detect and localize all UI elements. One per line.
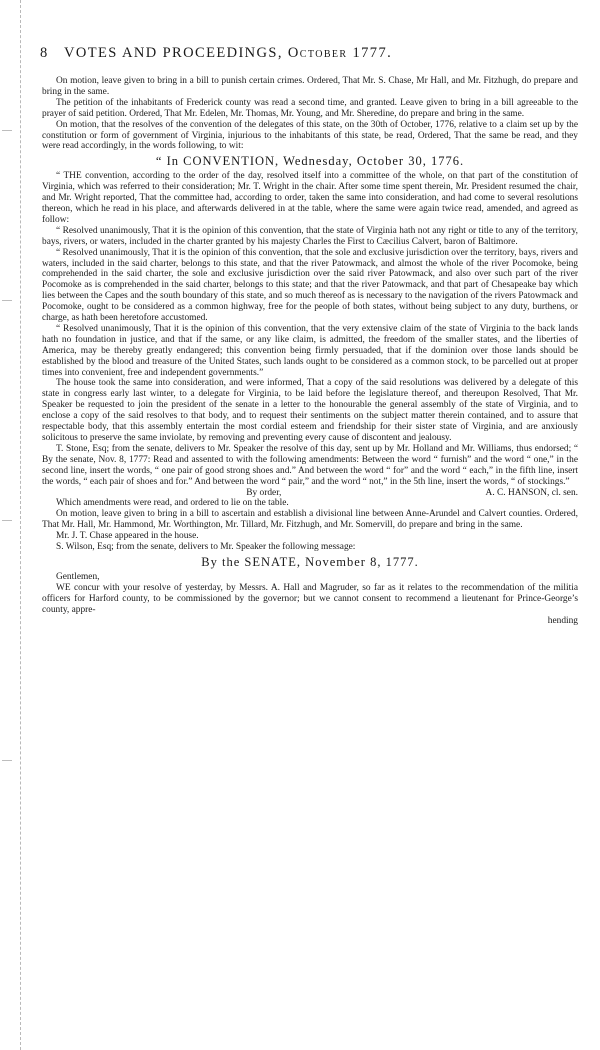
paragraph: Mr. J. T. Chase appeared in the house. — [56, 531, 199, 542]
message-paragraph: WE concur with your resolve of yesterday, by Messrs. A. Hall and Magruder, so far as it relates to the recommendation of the militia officers for Harford county, to be commissioned by the governor; but we cannot consent to recommend a lieutenant for Prince-George’s county, appre- — [42, 582, 578, 615]
paragraph: The petition of the inhabitants of Frederick county was read a second time, and granted. Leave given to bring in a bill agreeable to the prayer of said petition. Ordered, That Mr. Edelen, Mr. Thomas, Mr. Young, and Mr. Sheredine, do prepare and bring in the same. — [42, 97, 578, 119]
paragraph: S. Wilson, Esq; from the senate, delivers to Mr. Speaker the following message: — [56, 542, 356, 553]
resolution-paragraph: “ Resolved unanimously, That it is the opinion of this convention, that the sole and exclusive jurisdiction over the territory, bays, rivers and waters, included in the said charter, belongs to this state, and that the river Patowmack, and almost the whole of the river Pocomoke, being comprehended in the said charter, the sole and exclusive jurisdiction over the said river Patowmack, and also over such part of the river Pocomoke as is comprehended in the said charter, belongs to this state; and that the river Patowmack, and that part of Chesapeake bay which lies between the Capes and the south boundary of this state, and so much thereof as is necessary to the navigation of the rivers Patowmack and Pocomoke, ought to be considered as a common highway, free for the people of both states, without being subject to any duty, burthens, or charge, as hath been heretofore accustomed. — [42, 247, 578, 324]
paragraph: On motion, that the resolves of the convention of the delegates of this state, on the 30th of October, 1776, relative to a claim set up by the constitution or form of government of Virginia, injurious to the inhabitants of this state, be read, Ordered, That the same be read, and they were read accordingly, in the words following, to wit: — [42, 119, 578, 152]
signature-name: A. C. HANSON, cl. sen. — [485, 487, 578, 498]
page-header — [40, 45, 578, 68]
paragraph: T. Stone, Esq; from the senate, delivers to Mr. Speaker the resolve of this day, sent up by Mr. Holland and Mr. Williams, thus endorsed; “ By the senate, Nov. 8, 1777: Read and assented to with the following amendments: Between the word “ furnish” and the word “ one,” in the second line, insert the words, “ one pair of good strong shoes and.” And between the word “ for” and the word “ each,” in the fifth line, insert the words, “ each pair of shoes and for.” And between the word “ pair,” and the word “ not,” in the 5th line, insert the words, “ of stockings.” — [42, 443, 578, 487]
paragraph: The house took the same into consideration, and were informed, That a copy of the said resolutions was delivered by a delegate of this state in congress early last winter, to a delegate for Virginia, to be laid before the legislature thereof, and thereupon Resolved, That Mr. Speaker be requested to join the president of the senate in a letter to the honourable the general assembly of the state of Virginia, and to enclose a copy of the said resolves to that body, and to request their sentiments on the subject matter therein contained, and to assure that respectable body, that this assembly entertain the most cordial esteem and friendship for their sister state of Virginia, and are anxiously solicitous to preserve the same inviolate, by removing and preventing every cause of discontent and jealousy. — [42, 378, 578, 443]
page-number: 8 — [40, 45, 49, 61]
resolution-paragraph: “ Resolved unanimously, That it is the opinion of this convention, that the state of Virginia hath not any right or title to any of the territory, bays, rivers, or waters, included in the charter granted by his majesty Charles the First to Cæcilius Calvert, baron of Baltimore. — [42, 225, 578, 247]
paragraph: On motion, leave given to bring in a bill to ascertain and establish a divisional line between Anne-Arundel and Calvert counties. Ordered, That Mr. Hall, Mr. Hammond, Mr. Worthington, Mr. Tillard, Mr. Fitzhugh, and Mr. Somervill, do prepare and bring in the same. — [42, 509, 578, 531]
binding-mark — [2, 300, 12, 301]
paragraph: On motion, leave given to bring in a bill to punish certain crimes. Ordered, That Mr. S. Chase, Mr Hall, and Mr. Fitzhugh, do prepare and bring in the same. — [42, 76, 578, 97]
signature-line — [42, 488, 578, 499]
paragraph: Which amendments were read, and ordered to lie on the table. — [56, 498, 289, 509]
binding-edge — [0, 0, 21, 1050]
binding-mark — [2, 760, 12, 761]
catchword: hending — [547, 615, 578, 626]
senate-heading: By the SENATE, November 8, 1777. — [201, 554, 419, 569]
convention-heading: “ In CONVENTION, Wednesday, October 30, 1776. — [155, 154, 465, 169]
binding-mark — [2, 520, 12, 521]
convention-paragraph: “ THE convention, according to the order of the day, resolved itself into a committee of the whole, on that part of the constitution of Virginia, which was referred to their consideration; Mr. T. Wright in the chair. After some time spent therein, Mr. President resumed the chair, and Mr. Wright reported, That the committee had, according to order, taken the same into consideration, and had come to several resolutions thereon, which he read in his place, and afterwards delivered in at the table, where the same were again twice read, amended, and agreed as follow: — [42, 171, 578, 225]
page-text — [40, 45, 578, 626]
running-head: VOTES AND PROCEEDINGS, October 1777. — [64, 45, 393, 61]
salutation: Gentlemen, — [56, 571, 100, 582]
by-order: By order, — [246, 487, 282, 498]
resolution-paragraph: “ Resolved unanimously, That it is the opinion of this convention, that the very extensive claim of the state of Virginia to the back lands hath no foundation in justice, and that if the same, or any like claim, is admitted, the freedom of the smaller states, and the liberties of America, may be thereby greatly endangered; this convention being firmly persuaded, that if the dominion over those lands should be established by the blood and treasure of the United States, such lands ought to be considered as a common stock, to be parcelled out at proper times into convenient, free and independent governments.” — [42, 323, 578, 378]
binding-mark — [2, 130, 12, 131]
